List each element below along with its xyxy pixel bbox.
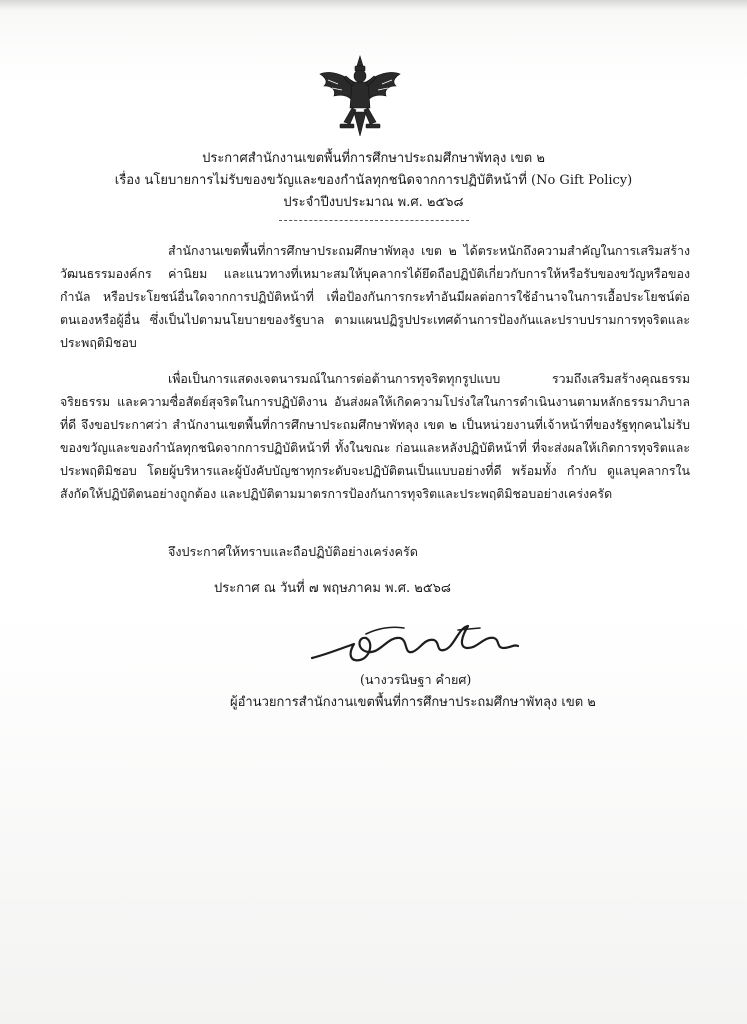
- signer-name: (นางวรนิษฐา คำยศ): [360, 672, 472, 687]
- scan-edge-shadow: [0, 0, 747, 10]
- body-paragraph-2: เพื่อเป็นการแสดงเจตนารมณ์ในการต่อต้านการทุจริตทุกรูปแบบ รวมถึงเสริมสร้างคุณธรรม จริยธรรม และความซื่อสัตย์สุจริตในการปฏิบัติงาน อันส่งผลให้เกิดความโปร่งใสในการดำเนินงานตามหลักธรรมาภิบาลที่ดี จึงขอประกาศว่า สำนักงานเขตพื้นที่การศึกษาประถมศึกษาพัทลุง เขต ๒ เป็นหน่วยงานที่เจ้าหน้าที่ของรัฐทุกคนไม่รับของขวัญและของกำนัลทุกชนิดจากการปฏิบัติหน้าที่ ทั้งในขณะ ก่อนและหลังปฏิบัติหน้าที่ ที่จะส่งผลให้เกิดการทุจริตและประพฤติมิชอบ โดยผู้บริหารและผู้บังคับบัญชาทุกระดับจะปฏิบัติตนเป็นแบบอย่างที่ดี พร้อมทั้ง กำกับ ดูแลบุคลากรในสังกัดให้ปฏิบัติตนอย่างถูกต้อง และปฏิบัติตามมาตรการป้องกันการทุจริตและประพฤติมิชอบอย่างเคร่งครัด: [60, 371, 690, 501]
- closing-statement: จึงประกาศให้ทราบและถือปฏิบัติอย่างเคร่งครัด: [168, 544, 418, 559]
- garuda-emblem-icon: [314, 52, 406, 144]
- header-subject-line: เรื่อง นโยบายการไม่รับของขวัญและของกำนัลทุกชนิดจากการปฏิบัติหน้าที่ (No Gift Policy): [114, 173, 633, 188]
- header-fiscal-year: ประจำปีงบประมาณ พ.ศ. ๒๕๖๘: [283, 195, 464, 210]
- header-title-line1: ประกาศสำนักงานเขตพื้นที่การศึกษาประถมศึกษาพัทลุง เขต ๒: [202, 151, 545, 166]
- announcement-header: [60, 148, 687, 221]
- handwritten-signature: [308, 614, 528, 670]
- announcement-body: [60, 239, 690, 518]
- signer-title: ผู้อำนวยการสำนักงานเขตพื้นที่การศึกษาประถมศึกษาพัทลุง เขต ๒: [230, 695, 596, 710]
- header-divider: [279, 220, 469, 221]
- body-paragraph-1: สำนักงานเขตพื้นที่การศึกษาประถมศึกษาพัทลุง เขต ๒ ได้ตระหนักถึงความสำคัญในการเสริมสร้างวัฒนธรรมองค์กร ค่านิยม และแนวทางที่เหมาะสมให้บุคลากรได้ยึดถือปฏิบัติเกี่ยวกับการให้หรือรับของขวัญหรือของกำนัล หรือประโยชน์อื่นใดจากการปฏิบัติหน้าที่ เพื่อป้องกันการกระทำอันมีผลต่อการใช้อำนาจในการเอื้อประโยชน์ต่อตนเองหรือผู้อื่น ซึ่งเป็นไปตามนโยบายของรัฐบาล ตามแผนปฏิรูปประเทศด้านการป้องกันและปราบปรามการทุจริตและประพฤติมิชอบ: [60, 243, 690, 350]
- announcement-date: ประกาศ ณ วันที่ ๗ พฤษภาคม พ.ศ. ๒๕๖๘: [214, 581, 451, 596]
